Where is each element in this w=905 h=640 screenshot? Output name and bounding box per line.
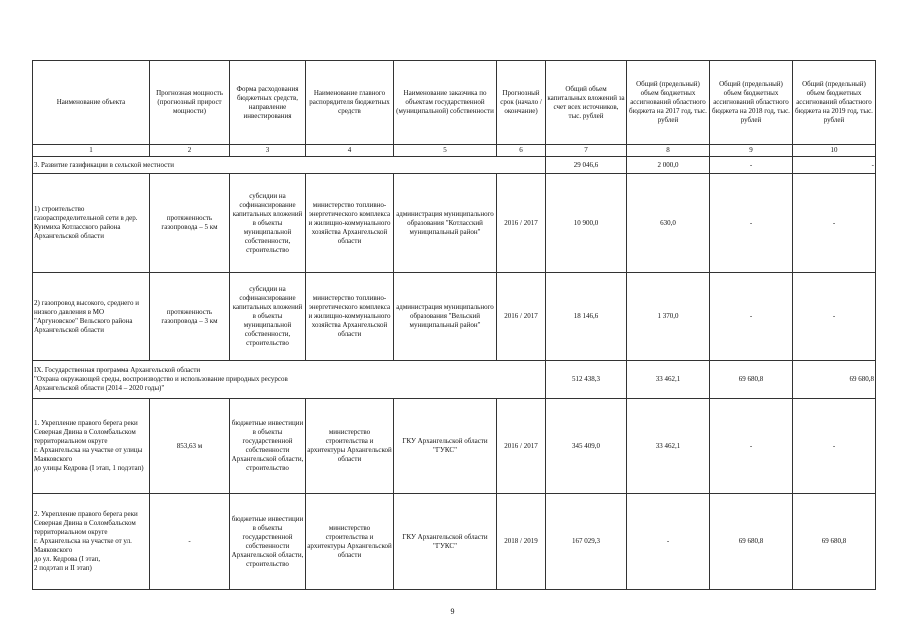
- object-capacity: 853,63 м: [150, 399, 230, 494]
- object-spending-form: бюджетные инвестиции в объекты государственной собственности Архангельской области, строительство: [230, 399, 306, 494]
- object-2017: -: [627, 494, 710, 590]
- object-name: 2. Укрепление правого берега реки Северная Двина в Соломбальском территориальном округе г. Архангельска на участке от ул. Маяковского до ул. Кедрова (I этап, 2 подэтап и II этап): [33, 494, 150, 590]
- object-term: 2018 / 2019: [497, 494, 546, 590]
- object-name: 1. Укрепление правого берега реки Северная Двина в Соломбальском территориальном округе г. Архангельска на участке от улицы Маяковского до улицы Кедрова (I этап, 1 подэтап): [33, 399, 150, 494]
- object-2018: -: [710, 273, 793, 361]
- table-body: [33, 61, 876, 590]
- section-2018: 69 680,8: [710, 361, 793, 399]
- object-2017: 630,0: [627, 174, 710, 273]
- header-spending-form: Форма расходования бюджетных средств, направление инвестирования: [230, 61, 306, 145]
- object-budget-manager: министерство строительства и архитектуры Архангельской области: [306, 399, 394, 494]
- object-2019: 69 680,8: [793, 494, 876, 590]
- section-2018: -: [710, 157, 793, 174]
- header-object-name: Наименование объекта: [33, 61, 150, 145]
- object-budget-manager: министерство топливно-энергетического комплекса и жилищно-коммунального хозяйства Архангельской области: [306, 174, 394, 273]
- object-term: 2016 / 2017: [497, 273, 546, 361]
- object-capacity: протяженность газопровода – 3 км: [150, 273, 230, 361]
- section-2017: 2 000,0: [627, 157, 710, 174]
- object-spending-form: субсидии на софинансирование капитальных вложений в объекты муниципальной собственности, строительство: [230, 273, 306, 361]
- header-2017: Общий (предельный) объем бюджетных ассигнований областного бюджета на 2017 год, тыс. рублей: [627, 61, 710, 145]
- object-total: 167 029,3: [546, 494, 627, 590]
- page-number: 9: [450, 607, 455, 616]
- object-2017: 33 462,1: [627, 399, 710, 494]
- section-row: [33, 361, 876, 399]
- object-term: 2016 / 2017: [497, 399, 546, 494]
- header-total-investment: Общий объем капитальных вложений за счет всех источников, тыс. рублей: [546, 61, 627, 145]
- object-total: 10 900,0: [546, 174, 627, 273]
- column-number: 9: [710, 145, 793, 157]
- object-spending-form: субсидии на софинансирование капитальных вложений в объекты муниципальной собственности, строительство: [230, 174, 306, 273]
- object-total: 18 146,6: [546, 273, 627, 361]
- section-title: IX. Государственная программа Архангельской области "Охрана окружающей среды, воспроизводство и использование природных ресурсов Архангельской области (2014 – 2020 годы)": [33, 361, 546, 399]
- capital-investment-table: [32, 60, 876, 590]
- column-number: 5: [394, 145, 497, 157]
- header-2019: Общий (предельный) объем бюджетных ассигнований областного бюджета на 2019 год, тыс. рублей: [793, 61, 876, 145]
- header-term: Прогнозный срок (начало / окончание): [497, 61, 546, 145]
- header-2018: Общий (предельный) объем бюджетных ассигнований областного бюджета на 2018 год, тыс. рублей: [710, 61, 793, 145]
- column-number: 10: [793, 145, 876, 157]
- section-title: 3. Развитие газификации в сельской местности: [33, 157, 546, 174]
- section-row: [33, 157, 876, 174]
- object-capacity: -: [150, 494, 230, 590]
- object-spending-form: бюджетные инвестиции в объекты государственной собственности Архангельской области, строительство: [230, 494, 306, 590]
- object-2018: 69 680,8: [710, 494, 793, 590]
- section-2019: 69 680,8: [793, 361, 876, 399]
- object-budget-manager: министерство топливно-энергетического комплекса и жилищно-коммунального хозяйства Архангельской области: [306, 273, 394, 361]
- object-name: 1) строительство газораспределительной сети в дер. Куимиха Котласского района Архангельской области: [33, 174, 150, 273]
- object-2019: -: [793, 273, 876, 361]
- column-number: 7: [546, 145, 627, 157]
- header-capacity: Прогнозная мощность (прогнозный прирост мощности): [150, 61, 230, 145]
- object-total: 345 409,0: [546, 399, 627, 494]
- object-capacity: протяженность газопровода – 5 км: [150, 174, 230, 273]
- column-number: 2: [150, 145, 230, 157]
- table-row: [33, 174, 876, 273]
- object-customer: ГКУ Архангельской области "ГУКС": [394, 399, 497, 494]
- object-2019: -: [793, 174, 876, 273]
- column-number-row: [33, 145, 876, 157]
- object-2017: 1 370,0: [627, 273, 710, 361]
- object-budget-manager: министерство строительства и архитектуры Архангельской области: [306, 494, 394, 590]
- column-number: 3: [230, 145, 306, 157]
- column-number: 4: [306, 145, 394, 157]
- column-number: 8: [627, 145, 710, 157]
- column-number: 6: [497, 145, 546, 157]
- section-2017: 33 462,1: [627, 361, 710, 399]
- object-customer: администрация муниципального образования "Котласский муниципальный район": [394, 174, 497, 273]
- object-customer: ГКУ Архангельской области "ГУКС": [394, 494, 497, 590]
- object-2018: -: [710, 174, 793, 273]
- object-2018: -: [710, 399, 793, 494]
- column-number: 1: [33, 145, 150, 157]
- object-term: 2016 / 2017: [497, 174, 546, 273]
- object-name: 2) газопровод высокого, среднего и низкого давления в МО "Аргуновское" Вельского района Архангельской области: [33, 273, 150, 361]
- object-2019: -: [793, 399, 876, 494]
- section-total: 29 046,6: [546, 157, 627, 174]
- object-customer: администрация муниципального образования "Вельский муниципальный район": [394, 273, 497, 361]
- section-total: 512 438,3: [546, 361, 627, 399]
- header-row: [33, 61, 876, 145]
- table-row: [33, 273, 876, 361]
- table-row: [33, 494, 876, 590]
- section-2019: -: [793, 157, 876, 174]
- header-budget-manager: Наименование главного распорядителя бюджетных средств: [306, 61, 394, 145]
- header-customer: Наименование заказчика по объектам государственной (муниципальной) собственности: [394, 61, 497, 145]
- table-row: [33, 399, 876, 494]
